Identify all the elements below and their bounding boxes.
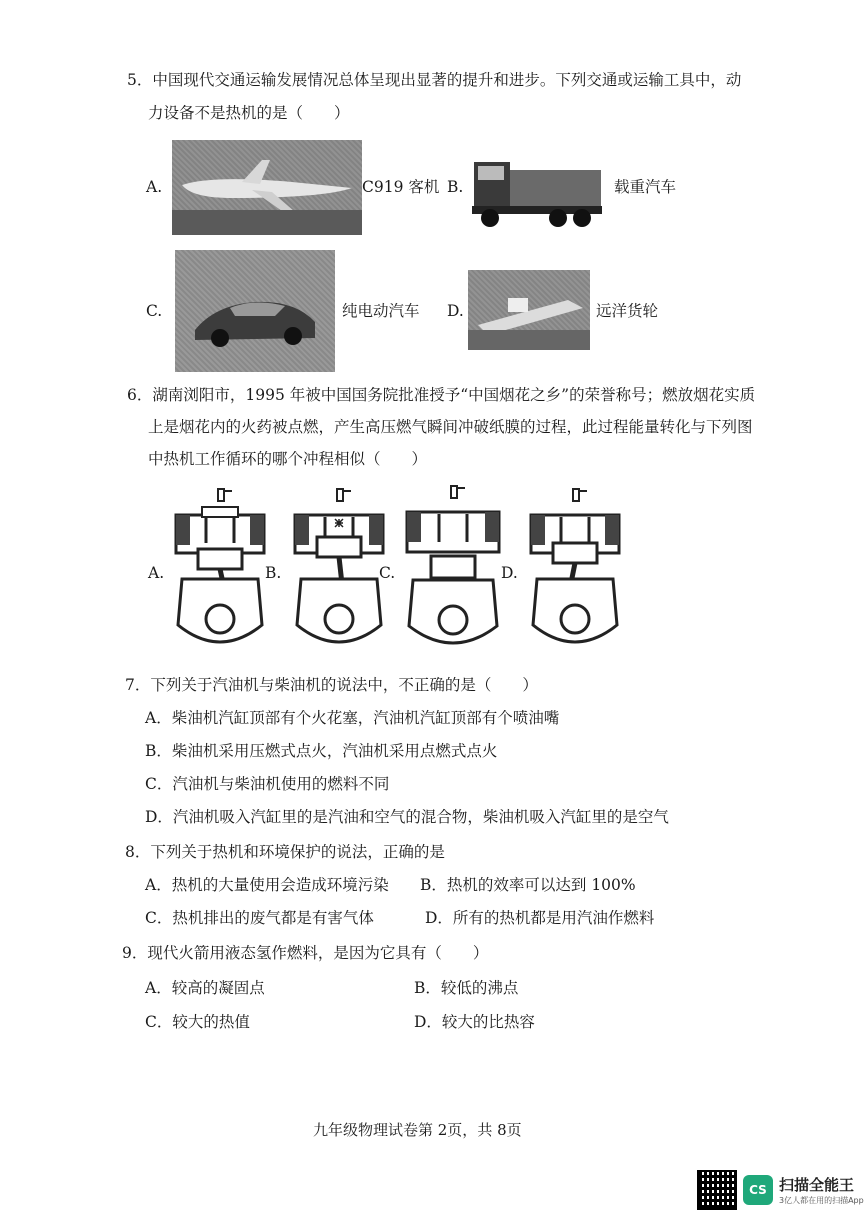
electric-car-photo bbox=[175, 250, 335, 372]
q5-option-c-letter: C. bbox=[146, 302, 163, 320]
q5-stem-line2: 力设备不是热机的是（ ） bbox=[148, 104, 350, 122]
qr-code-icon bbox=[697, 1170, 737, 1210]
airplane-photo bbox=[172, 140, 362, 235]
q8-option-c: C．热机排出的废气都是有害气体 bbox=[145, 909, 374, 927]
engine-b-letter: B. bbox=[265, 564, 282, 582]
q9-option-b: B．较低的沸点 bbox=[414, 979, 519, 997]
engine-diagram-a bbox=[172, 487, 268, 647]
q7-option-d: D．汽油机吸入汽缸里的是汽油和空气的混合物，柴油机吸入汽缸里的是空气 bbox=[145, 808, 669, 826]
cargo-ship-photo bbox=[468, 270, 590, 350]
q8-option-a: A．热机的大量使用会造成环境污染 bbox=[145, 876, 389, 894]
q5-option-c-label: 纯电动汽车 bbox=[342, 302, 420, 320]
engine-diagram-b bbox=[291, 487, 387, 647]
q7-stem: 7．下列关于汽油机与柴油机的说法中，不正确的是（ ） bbox=[125, 676, 538, 694]
q9-option-a: A．较高的凝固点 bbox=[145, 979, 265, 997]
q5-stem-line1: 5．中国现代交通运输发展情况总体呈现出显著的提升和进步。下列交通或运输工具中，动 bbox=[127, 71, 742, 89]
page-footer: 九年级物理试卷第 2页，共 8页 bbox=[313, 1121, 522, 1139]
q7-option-c: C．汽油机与柴油机使用的燃料不同 bbox=[145, 775, 390, 793]
scanner-subtitle: 3亿人都在用的扫描App bbox=[779, 1196, 864, 1205]
q5-option-a-label: C919 客机 bbox=[362, 178, 440, 196]
scanner-watermark bbox=[697, 1170, 864, 1210]
engine-d-letter: D. bbox=[501, 564, 518, 582]
truck-photo bbox=[466, 152, 606, 232]
q8-option-d: D．所有的热机都是用汽油作燃料 bbox=[425, 909, 655, 927]
q5-option-d-letter: D. bbox=[447, 302, 464, 320]
q5-option-d-label: 远洋货轮 bbox=[596, 302, 659, 320]
q9-stem: 9．现代火箭用液态氢作燃料，是因为它具有（ ） bbox=[122, 944, 489, 962]
engine-diagram-c bbox=[403, 484, 503, 648]
camscanner-logo: CS bbox=[743, 1175, 773, 1205]
q5-option-b-label: 载重汽车 bbox=[614, 178, 677, 196]
q6-stem-line2: 上是烟花内的火药被点燃，产生高压燃气瞬间冲破纸膜的过程，此过程能量转化与下列图 bbox=[148, 418, 753, 436]
q6-stem-line3: 中热机工作循环的哪个冲程相似（ ） bbox=[148, 450, 428, 468]
q7-option-b: B．柴油机采用压燃式点火，汽油机采用点燃式点火 bbox=[145, 742, 498, 760]
q5-option-a-letter: A. bbox=[146, 178, 163, 196]
q6-stem-line1: 6．湖南浏阳市，1995 年被中国国务院批准授予“中国烟花之乡”的荣誉称号；燃放烟花实质 bbox=[127, 386, 756, 404]
q7-option-a: A．柴油机汽缸顶部有个火花塞，汽油机汽缸顶部有个喷油嘴 bbox=[145, 709, 560, 727]
engine-c-letter: C. bbox=[379, 564, 396, 582]
q9-option-c: C．较大的热值 bbox=[145, 1013, 250, 1031]
engine-a-letter: A. bbox=[148, 564, 165, 582]
q8-option-b: B．热机的效率可以达到 100% bbox=[420, 876, 636, 894]
engine-diagram-d bbox=[527, 487, 623, 647]
q5-option-b-letter: B. bbox=[447, 178, 464, 196]
q9-option-d: D．较大的比热容 bbox=[414, 1013, 535, 1031]
q8-stem: 8．下列关于热机和环境保护的说法，正确的是 bbox=[125, 843, 445, 861]
scanner-title: 扫描全能王 bbox=[779, 1176, 855, 1194]
